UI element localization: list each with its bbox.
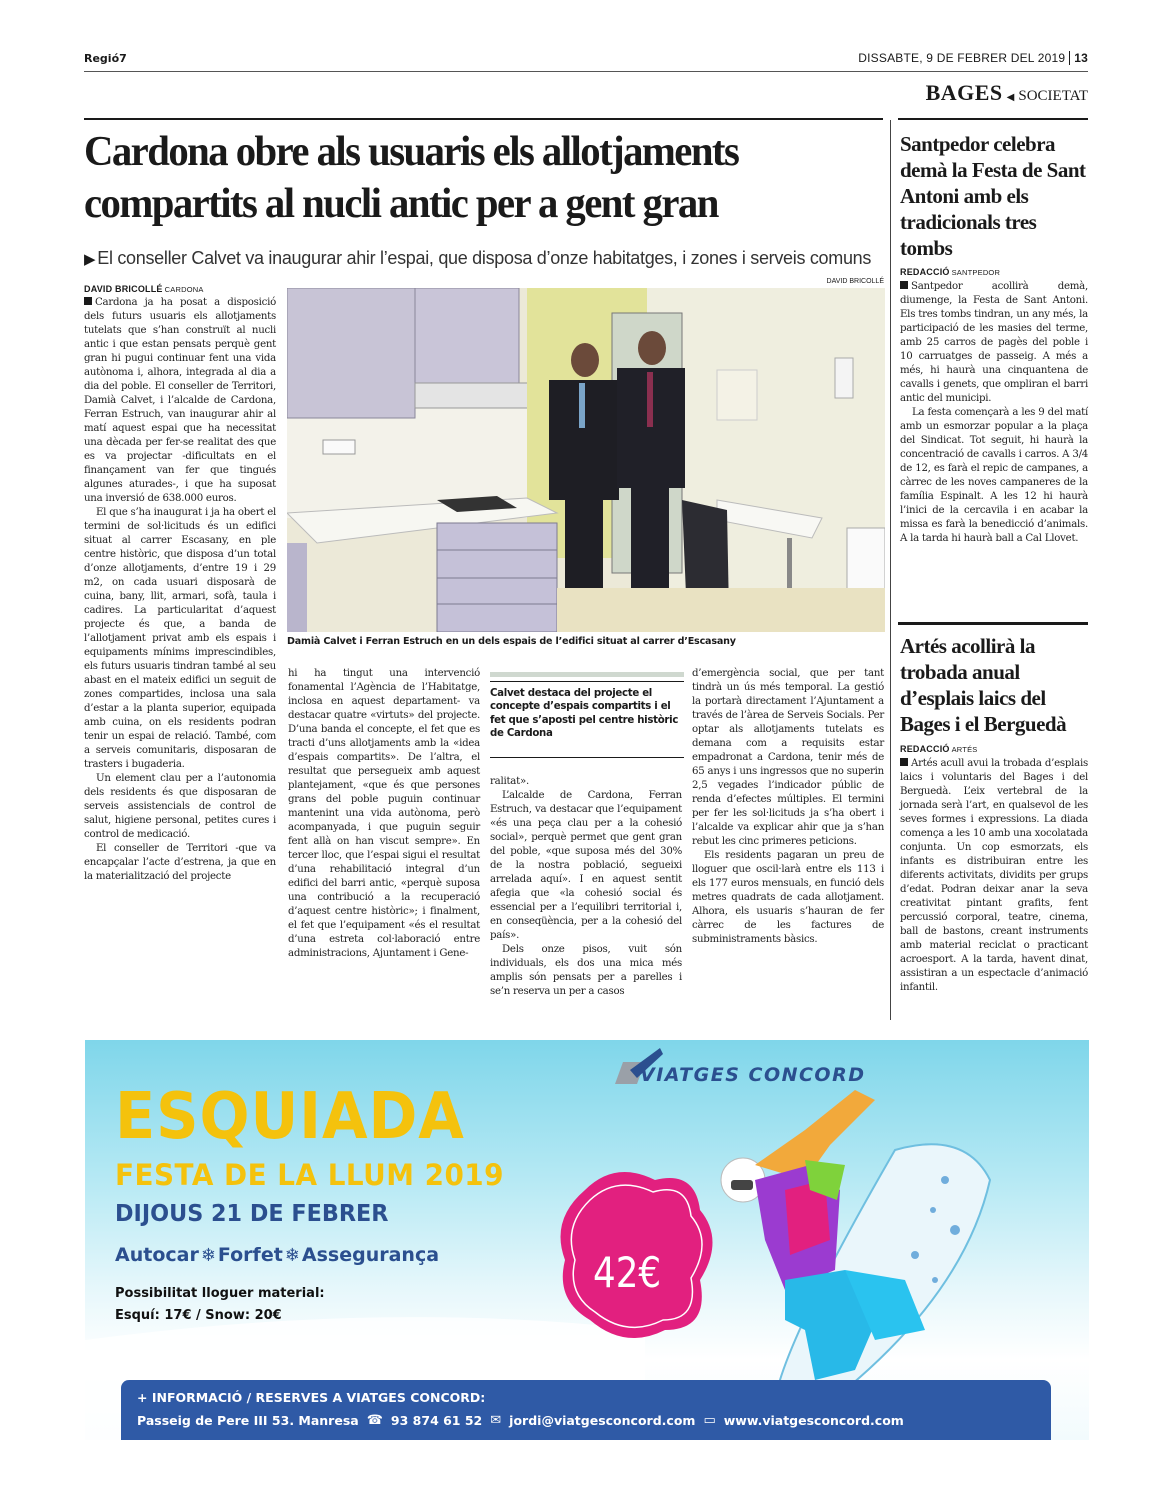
issue-date: DISSABTE, 9 DE FEBRER DEL 2019 <box>858 51 1066 65</box>
web-icon: ▭ <box>703 1413 716 1428</box>
pull-quote: Calvet destaca del projecte el concepte d’espais compartits i el fet que s’aposti pel centre històric de Cardona <box>490 688 679 739</box>
ad-title: ESQUIADA <box>115 1080 465 1154</box>
article-column-4 <box>692 667 884 947</box>
ad-email[interactable]: jordi@viatgesconcord.com <box>509 1413 696 1428</box>
header-rule <box>84 71 1088 72</box>
paragraph: Un element clau per a l’autonomia dels residents és que disposaran de serveis assistencials de control de salut, higiene personal, petites cures i control de medicació. <box>84 773 276 840</box>
ad-address: Passeig de Pere III 53. Manresa <box>137 1413 359 1428</box>
sidebar-top-rule <box>898 118 1088 120</box>
pull-quote-rule-bottom <box>490 757 684 758</box>
mail-icon: ✉ <box>490 1413 502 1428</box>
sidebar-headline-2: Artés acollirà la trobada anual d’esplais laics del Bages i el Berguedà <box>900 634 1067 736</box>
sidebar-story-1-body <box>900 280 1088 546</box>
feature-item: Autocar <box>115 1244 199 1266</box>
article-photo <box>287 288 885 632</box>
article-column-2 <box>288 667 480 961</box>
square-bullet-icon <box>900 281 908 289</box>
main-subhead <box>84 248 884 269</box>
byline-place: SANTPEDOR <box>951 268 1001 277</box>
sidebar-byline-1 <box>900 267 1000 277</box>
paragraph: L’alcalde de Cardona, Ferran Estruch, va destacar que l’equipament «és una peça clau per a la cohesió social», perquè permet que gent gran del poble, «que suposa més del 30% de la nostra població, segueixi arrelada aquí». I en aquest sentit afegia que «la cohesió social és essencial per a l’equilibri territorial i, en conseqüència, per a la cohesió del país». <box>490 790 682 941</box>
ad-info-band <box>121 1380 1051 1440</box>
phone-icon: ☎ <box>366 1413 383 1428</box>
article-column-3 <box>490 775 682 999</box>
ad-rental-label: Possibilitat lloguer material: <box>115 1286 325 1301</box>
paragraph: Dels onze pisos, vuit són individuals, els dos una mica més amplis són pensats per a parelles i se’n reserva un per a casos <box>490 944 682 997</box>
sidebar-story-2-body <box>900 757 1088 995</box>
byline-author: REDACCIÓ <box>900 267 950 277</box>
paragraph: Cardona ja ha posat a disposició dels futurs usuaris els allotjaments tutelats que s’han construït al nucli antic i que estan pensats perquè gent gran hi pugui continuar fent una vida autònoma i, alhora, integrada al dia a dia del poble. El conseller de Territori, Damià Calvet, i l’alcalde de Cardona, Ferran Estruch, van inaugurar ahir al matí aquest espai que ha necessitat una dècada per fer-se realitat des que es va projectar -dificultats en el finançament van fer que tingués algunes aturades-, i que ha suposat una inversió de 638.000 euros. <box>84 297 276 504</box>
paragraph: La festa començarà a les 9 del matí amb un esmorzar popular a la plaça del Sindicat. Tot seguit, hi haurà la concentració de cavalls i carros. A 3/4 de 12, es farà el repic de campanes, a càrrec de les noves campaneres de la família Espinalt. A les 12 hi haurà l’inici de la cercavila i en acabar la missa es farà la benedicció d’animals. A la tarda hi haurà ball a Cal Llovet. <box>900 407 1088 544</box>
ad-website[interactable]: www.viatgesconcord.com <box>723 1413 904 1428</box>
paragraph: d’emergència social, que per tant tindrà un ús més temporal. La gestió la portarà directament l’Ajuntament a través de l’àrea de Serveis Socials. Per optar als allotjaments tutelats es demana com a requisits estar empadronat a Cardona, tenir més de 65 anys i uns ingressos que no superin 2,5 vegades l’indicador públic de renda d’efectes múltiples. El termini per fer les sol·licituds ja s’ha obert i l’alcalde va explicar ahir que ja s’han rebut les cinc primeres peticions. <box>692 668 884 847</box>
byline-place: ARTÉS <box>951 745 978 754</box>
article-column-1 <box>84 296 276 884</box>
main-byline <box>84 284 204 294</box>
paragraph: El conseller de Territori -que va encapçalar l’acte d’estrena, ja que en la materialització del projecte <box>84 843 276 882</box>
ad-subtitle: FESTA DE LA LLUM 2019 <box>115 1158 505 1192</box>
ad-info-title: + INFORMACIÓ / RESERVES A VIATGES CONCORD: <box>137 1390 486 1405</box>
byline-author: REDACCIÓ <box>900 744 950 754</box>
column-divider <box>890 120 891 1020</box>
ad-phone[interactable]: 93 874 61 52 <box>390 1413 483 1428</box>
publication-name: Regió7 <box>84 52 127 65</box>
pull-quote-rule-top <box>490 681 684 682</box>
sidebar-headline-1: Santpedor celebra demà la Festa de Sant Antoni amb els tradicionals tres tombs <box>900 132 1086 260</box>
square-bullet-icon <box>84 297 92 305</box>
photo-credit: DAVID BRICOLLÉ <box>826 278 884 285</box>
ad-contact-row <box>137 1413 1047 1428</box>
snowflake-icon: ❄ <box>284 1244 300 1266</box>
sidebar-byline-2 <box>900 744 977 754</box>
advertisement[interactable] <box>85 1040 1089 1440</box>
sidebar-divider <box>898 622 1088 625</box>
byline-place: CARDONA <box>164 285 204 294</box>
ad-price: 42€ <box>593 1248 662 1297</box>
main-top-rule <box>84 118 883 120</box>
feature-item: Forfet <box>217 1244 283 1266</box>
ad-date: DIJOUS 21 DE FEBRER <box>115 1201 389 1227</box>
triangle-right-icon: ▶ <box>84 251 96 268</box>
snowflake-icon: ❄ <box>200 1244 216 1266</box>
page-number: 13 <box>1069 51 1088 65</box>
paragraph: Artés acull avui la trobada d’esplais laics i voluntaris del Bages i del Berguedà. L’eix vertebral de la jornada serà l’art, en qualsevol de les seves formes i expressions. La diada comença a les 10 amb una xocolatada conjunta. Un cop esmorzats, els infants es distribuiran entre les diferents activitats, dividits per grups d’edat. Podran deixar anar la seva creativitat pintant grafits, fent percussió corporal, teatre, cinema, ball de bastons, creant instruments amb material reciclat o practicant acroesport. A la tarda, havent dinat, assistiran a un espectacle d’animació infantil. <box>900 758 1088 993</box>
byline-author: DAVID BRICOLLÉ <box>84 284 163 294</box>
section-tag <box>926 80 1088 106</box>
subhead-text: El conseller Calvet va inaugurar ahir l’espai, que disposa d’onze habitatges, i zones i serveis comuns <box>97 248 872 268</box>
paragraph: ralitat». <box>490 776 529 787</box>
paragraph: Els residents pagaran un preu de lloguer que oscil·larà entre els 113 i els 177 euros mensuals, en funció dels metres quadrats de cada allotjament. Alhora, els usuaris s’hauran de fer càrrec de les factures de subministraments bàsics. <box>692 850 884 945</box>
ad-features <box>115 1244 439 1266</box>
main-headline: Cardona obre als usuaris els allotjaments compartits al nucli antic per a gent gran <box>84 129 739 227</box>
section-name: BAGES <box>925 80 1003 105</box>
subsection-name: SOCIETAT <box>1018 88 1088 104</box>
photo-illustration <box>287 288 885 632</box>
paragraph: El que s’ha inaugurat i ja ha obert el termini de sol·licituds és un edifici situat al carrer Escasany, en ple centre històric, que disposa d’un total d’onze allotjaments, d’entre 19 i 29 m2, on cada usuari disposarà de cuina, bany, llit, armari, sofà, taula i cadires. La particularitat d’aquest projecte és que, a banda de l’allotjament privat amb els espais i equipaments mínims imprescindibles, els futurs usuaris tindran també al seu abast en el mateix edifici un seguit de zones compartides, inclosa una sala d’estar a la planta superior, equipada amb cuina, on els residents podran tenir un espai de relació. També, com a serveis comunitaris, disposaran de trasters i bugaderia. <box>84 507 276 770</box>
square-bullet-icon <box>900 758 908 766</box>
photo-caption: Damià Calvet i Ferran Estruch en un dels espais de l’edifici situat al carrer d’Escasany <box>287 636 736 647</box>
paragraph: Santpedor acollirà demà, diumenge, la Festa de Sant Antoni. Els tres tombs tindran, un any més, la participació de les masies del terme, amb 25 carros de pagès del poble i 10 carruatges de passeig. A més a més, hi haurà una cinquantena de cavalls i genets, que ompliran el barri antic del municipi. <box>900 281 1088 404</box>
ad-rental-prices: Esquí: 17€ / Snow: 20€ <box>115 1308 282 1323</box>
page-header-right <box>858 51 1088 65</box>
triangle-left-icon: ◀ <box>1006 92 1015 103</box>
paragraph: hi ha tingut una intervenció fonamental l’Agència de l’Habitatge, inclosa en aquest departament- va destacar quatre «virtuts» del projecte. D’una banda el concepte, el fet que es tracti d’uns allotjaments amb la «idea d’espais compartits». De l’altra, el resultat que persegueix amb aquest plantejament, «que és que persones grans del poble puguin continuar mantenint una vida autònoma, però acompanyada, i que puguin seguir fent allà on han viscut sempre». En tercer lloc, que l’espai sigui el resultat d’una rehabilitació integral d’un edifici del barri antic, «perquè suposa una contribució a la recuperació d’aquest centre històric»; i finalment, el fet que l’equipament «és el resultat d’una estreta col·laboració entre administracions, Ajuntament i Gene- <box>288 668 480 959</box>
pull-quote-bar <box>490 672 684 677</box>
feature-item: Assegurança <box>301 1244 440 1266</box>
ad-brand-logo: VIATGES CONCORD <box>640 1064 866 1086</box>
